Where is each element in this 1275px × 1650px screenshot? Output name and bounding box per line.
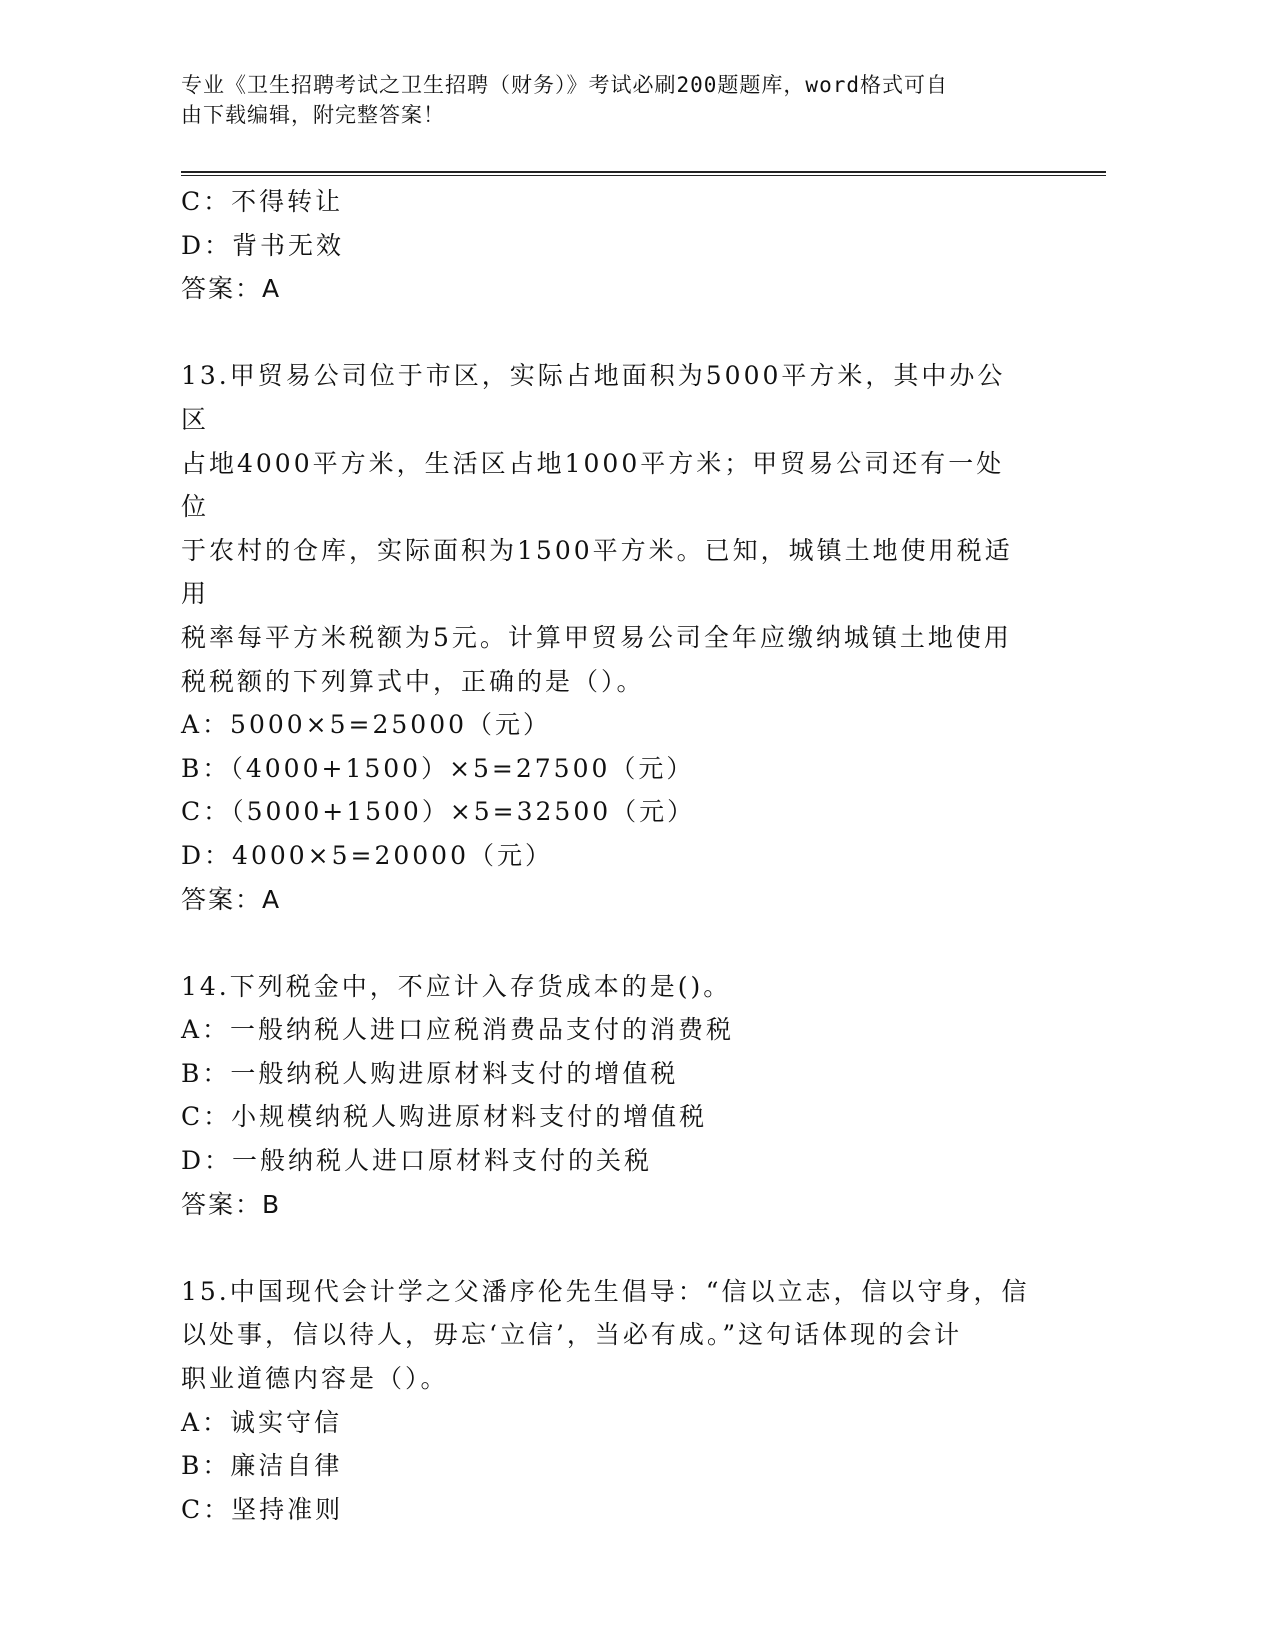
answer: 答案：A <box>181 884 282 914</box>
question-stem-line: 占地4000平方米，生活区占地1000平方米；甲贸易公司还有一处位 <box>181 448 1005 522</box>
option-c: C：小规模纳税人购进原材料支付的增值税 <box>181 1102 708 1132</box>
option-b: B：一般纳税人购进原材料支付的增值税 <box>181 1058 679 1088</box>
header-divider <box>181 171 1106 176</box>
option-d: D：一般纳税人进口原材料支付的关税 <box>181 1146 653 1176</box>
option-a: A：一般纳税人进口应税消费品支付的消费税 <box>181 1015 735 1045</box>
question-13 <box>181 354 1061 921</box>
document-header <box>181 70 1061 130</box>
document-body <box>181 180 1061 1531</box>
option-b: B：（4000+1500）×5=27500（元） <box>181 753 695 783</box>
option-a: A：5000×5=25000（元） <box>181 710 552 740</box>
header-line-2: 由下载编辑，附完整答案！ <box>181 103 445 127</box>
answer: 答案：A <box>181 274 282 304</box>
question-stem-line: 于农村的仓库，实际面积为1500平方米。已知，城镇土地使用税适用 <box>181 535 1013 609</box>
header-line-1: 专业《卫生招聘考试之卫生招聘（财务）》考试必刷200题题库，word格式可自 <box>181 73 948 97</box>
question-stem-line: 13.甲贸易公司位于市区，实际占地面积为5000平方米，其中办公区 <box>181 361 1006 434</box>
question-stem-line: 以处事，信以待人，毋忘‘立信’，当必有成。”这句话体现的会计 <box>181 1320 963 1350</box>
question-stem-line: 15.中国现代会计学之父潘序伦先生倡导：“信以立志，信以守身，信 <box>181 1276 1030 1306</box>
question-12-tail <box>181 180 1061 311</box>
answer: 答案：B <box>181 1189 282 1219</box>
option-c: C：不得转让 <box>181 187 344 216</box>
question-15 <box>181 1270 1061 1532</box>
question-stem-line: 职业道德内容是（）。 <box>181 1364 449 1394</box>
question-stem-line: 税率每平方米税额为5元。计算甲贸易公司全年应缴纳城镇土地使用 <box>181 622 1012 652</box>
question-stem-line: 14.下列税金中，不应计入存货成本的是()。 <box>181 971 732 1001</box>
option-a: A：诚实守信 <box>181 1407 343 1437</box>
option-b: B：廉洁自律 <box>181 1451 343 1481</box>
question-stem-line: 税税额的下列算式中，正确的是（）。 <box>181 666 645 696</box>
option-d: D：背书无效 <box>181 230 345 260</box>
option-d: D：4000×5=20000（元） <box>181 840 553 870</box>
option-c: C：（5000+1500）×5=32500（元） <box>181 797 696 827</box>
option-c: C：坚持准则 <box>181 1494 344 1524</box>
question-14 <box>181 965 1061 1227</box>
